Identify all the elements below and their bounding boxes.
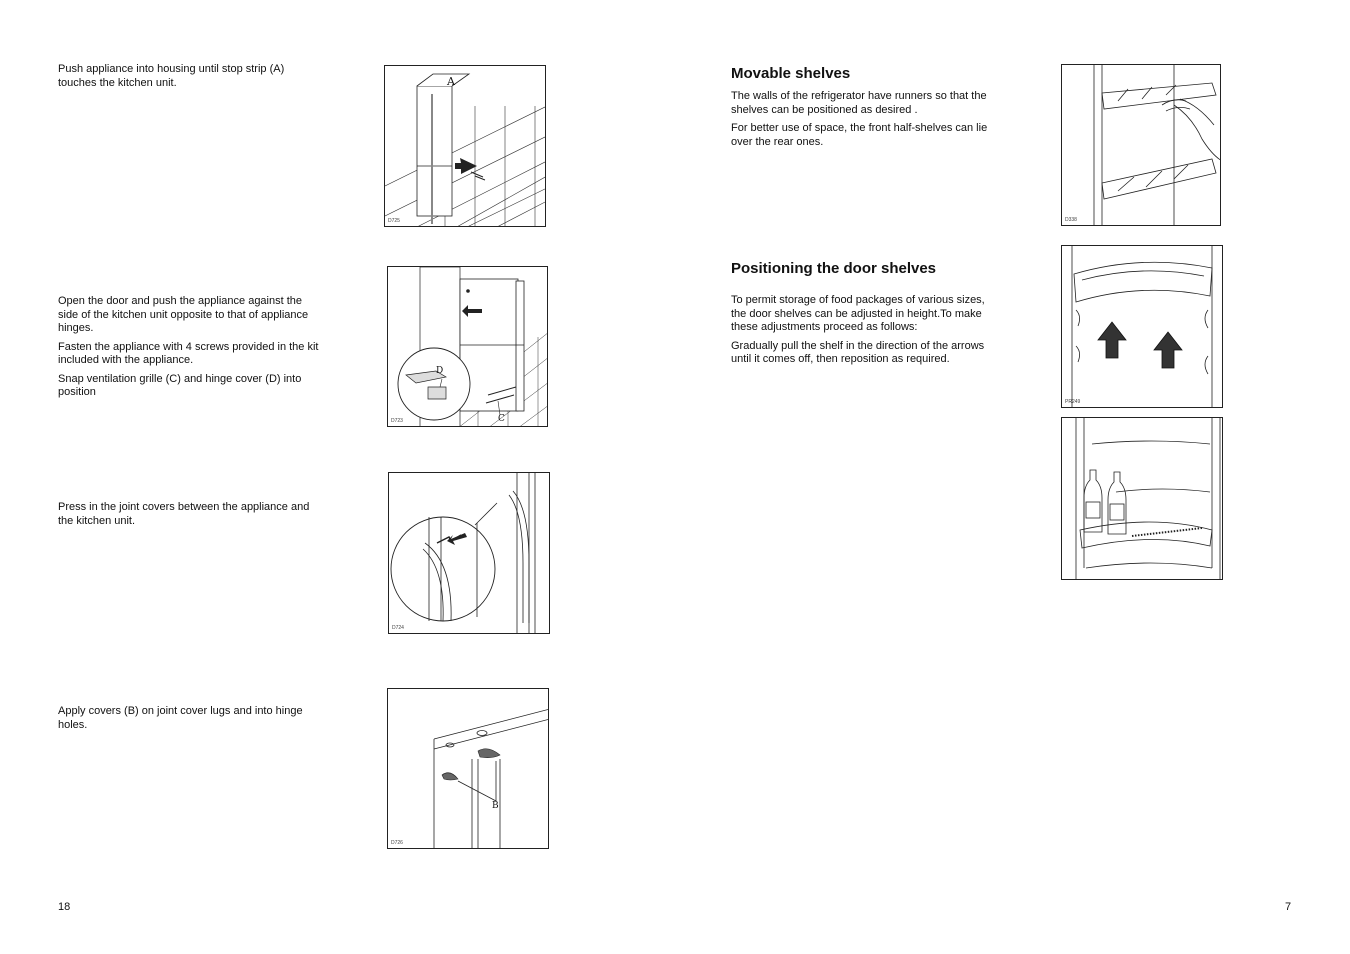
door-shelves-text	[731, 294, 1003, 372]
door-shelves-paragraph-1: To permit storage of food packages of various sizes, the door shelves can be adjusted in height.To make these adjustments proceed as follows:	[731, 294, 985, 333]
figure-door-shelf-bottles	[1061, 417, 1223, 580]
apply-covers-illustration	[388, 689, 549, 849]
door-shelf-bottles-illustration	[1062, 418, 1223, 580]
figure-code: PR249	[1065, 399, 1081, 405]
callout-a: A	[447, 75, 455, 88]
door-shelves-arrows-illustration	[1062, 246, 1223, 408]
door-shelves-paragraph-2: Gradually pull the shelf in the direction of the arrows until it comes off, then reposition as required.	[731, 339, 985, 365]
page-number-left: 18	[58, 901, 71, 913]
step2-text	[58, 295, 323, 405]
figure-code: D726	[391, 840, 403, 846]
movable-shelves-text	[731, 90, 1003, 154]
figure-movable-shelves	[1061, 64, 1221, 226]
figure-fasten-appliance	[387, 266, 548, 427]
step3-text	[58, 501, 323, 533]
step4-text	[58, 705, 323, 737]
figure-door-shelves-arrows	[1061, 245, 1223, 408]
callout-d: D	[436, 366, 444, 376]
figure-code: D723	[391, 418, 403, 424]
fasten-appliance-illustration	[388, 267, 548, 427]
movable-shelves-paragraph-1: The walls of the refrigerator have runners so that the shelves can be positioned as desired .	[731, 90, 987, 116]
figure-code: D338	[1065, 217, 1077, 223]
movable-shelves-illustration	[1062, 65, 1221, 226]
joint-covers-illustration	[389, 473, 550, 634]
push-housing-illustration	[385, 66, 546, 227]
callout-c: C	[498, 414, 505, 424]
figure-code: D725	[388, 218, 400, 224]
callout-b: B	[492, 801, 499, 811]
movable-shelves-paragraph-2: For better use of space, the front half-shelves can lie over the rear ones.	[731, 122, 988, 148]
figure-apply-covers	[387, 688, 549, 849]
step2-paragraph-1: Open the door and push the appliance against the side of the kitchen unit opposite to that of appliance hinges.	[58, 295, 309, 334]
step1-text	[58, 63, 323, 95]
section-heading-door-shelves: Positioning the door shelves	[731, 260, 937, 277]
figure-joint-covers	[388, 472, 550, 634]
step2-paragraph-3: Snap ventilation grille (C) and hinge cover (D) into position	[58, 372, 302, 398]
step4-paragraph: Apply covers (B) on joint cover lugs and into hinge holes.	[58, 705, 303, 731]
step3-paragraph: Press in the joint covers between the appliance and the kitchen unit.	[58, 501, 310, 527]
figure-push-into-housing	[384, 65, 546, 227]
figure-code: D724	[392, 625, 404, 631]
step2-paragraph-2: Fasten the appliance with 4 screws provided in the kit included with the appliance.	[58, 340, 319, 366]
step1-paragraph: Push appliance into housing until stop strip (A) touches the kitchen unit.	[58, 63, 285, 89]
section-heading-movable-shelves: Movable shelves	[731, 65, 851, 82]
page-number-right: 7	[1285, 901, 1292, 913]
